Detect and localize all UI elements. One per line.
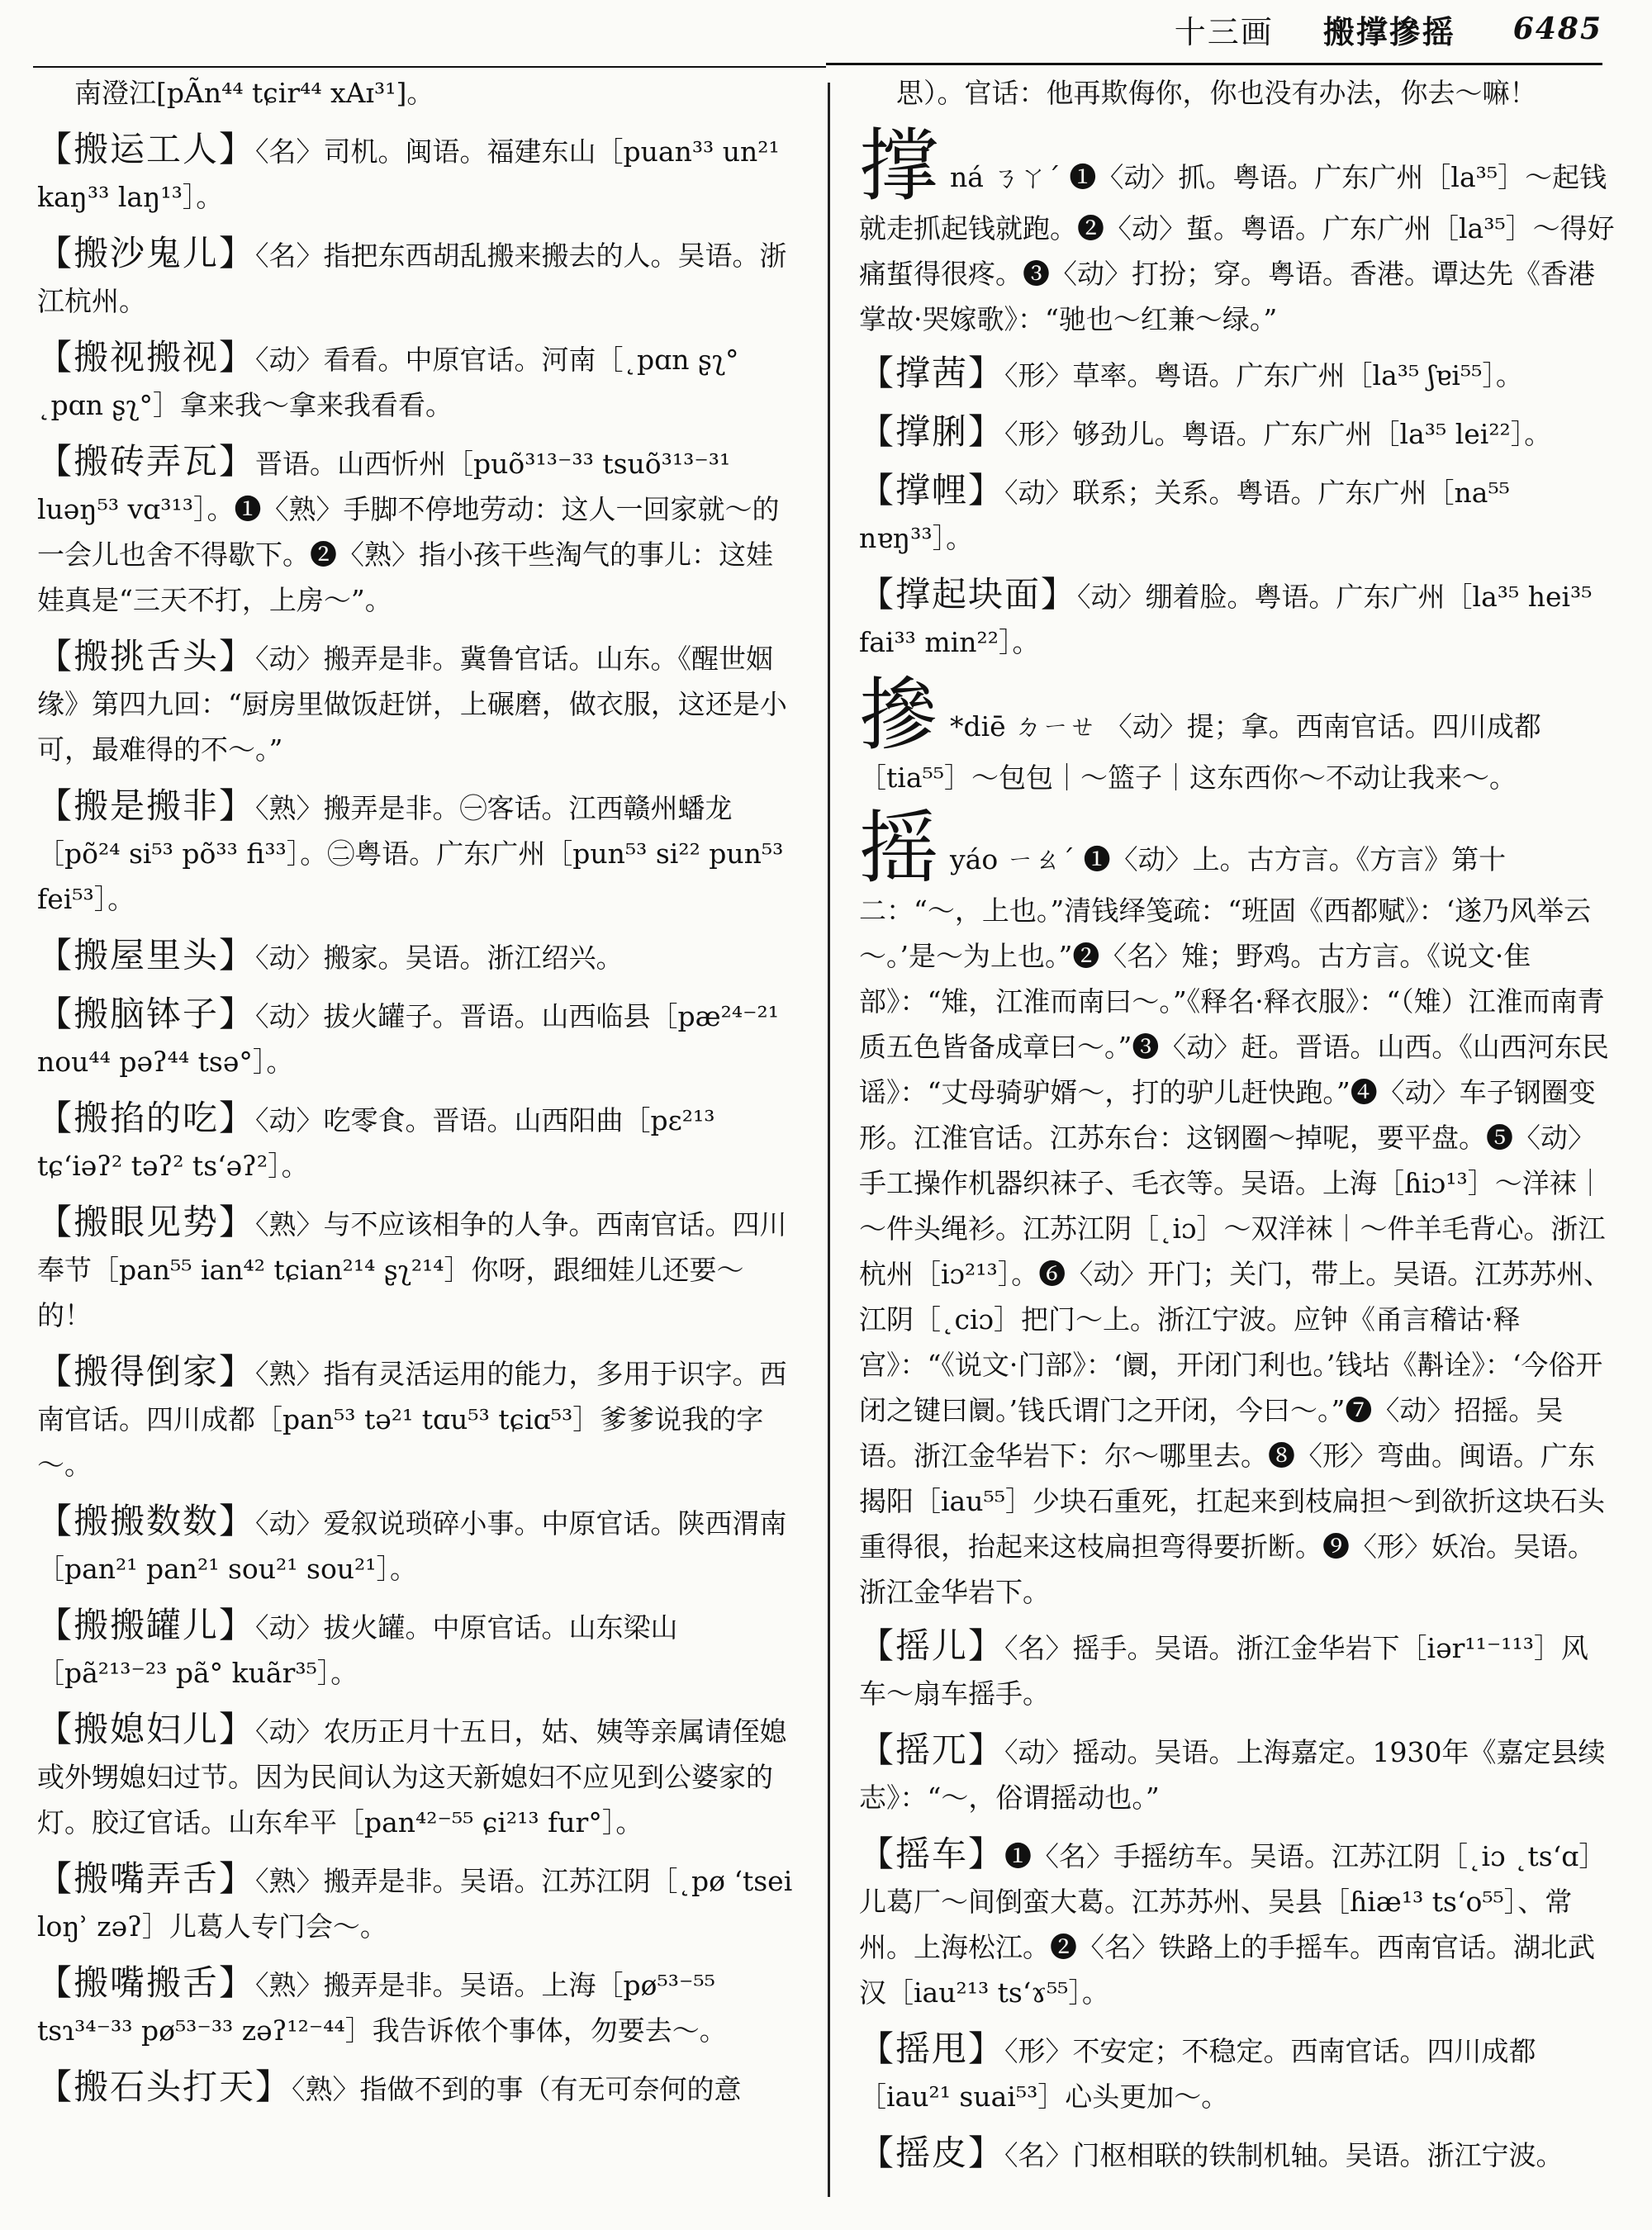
entry-headword: 【搬嘴弄舌】 [37, 1858, 256, 1899]
entry-character: 摇 [859, 802, 938, 894]
entry-definition: 〈熟〉搬弄是非。吴语。江苏江阴［˛pø ʻtsei loŋʾ zəʔ］儿葛人专门会～。 [37, 1865, 793, 1943]
page-header [859, 0, 1602, 58]
dictionary-entry [859, 2130, 1615, 2178]
entry-headword: 【搬屋里头】 [37, 935, 256, 975]
dictionary-entry [37, 2064, 797, 2112]
right-entry-list [859, 350, 1615, 665]
entry-headword: 【搬石头打天】 [37, 2066, 292, 2107]
dictionary-entry [37, 783, 797, 922]
section-label: 十三画 [1174, 13, 1274, 50]
right-column [859, 70, 1615, 2189]
entry-definition: 〈动〉拔火罐子。晋语。山西临县［pæ²⁴⁻²¹ nou⁴⁴ pəʔ⁴⁴ tsə°］。 [37, 1000, 779, 1078]
entry-headword: 【撑𢃇】 [859, 470, 1005, 510]
dictionary-entry [859, 409, 1615, 457]
entry-definition: 〈动〉搬弄是非。冀鲁官话。山东。《醒世姻缘》第四九回：“厨房里做饭赶饼，上碾磨，做衣服，这还是小可，最难得的不～。” [37, 643, 787, 766]
dictionary-entry [37, 1498, 797, 1592]
entry-definition: 〈名〉摇手。吴语。浙江金华岩下［iər¹¹⁻¹¹³］风车～扇车摇手。 [859, 1632, 1588, 1710]
dictionary-entry [37, 1706, 797, 1845]
dictionary-entry [37, 1602, 797, 1696]
entry-headword: 【搬脑钵子】 [37, 994, 256, 1034]
entry-definition: 〈动〉拔火罐。中原官话。山东梁山［pã²¹³⁻²³ pã° kuãr³⁵］。 [37, 1611, 678, 1689]
entry-definition: 〈名〉门枢相联的铁制机轴。吴语。浙江宁波。 [1004, 2139, 1564, 2171]
dictionary-entry [37, 633, 797, 772]
entry-character: 摻 [859, 669, 938, 762]
header-characters: 搬撑摻摇 [1322, 13, 1455, 50]
entry-definition: ná ㄋㄚˊ ❶〈动〉抓。粤语。广东广州［la³⁵］～起钱就走抓起钱就跑。❷〈动〉蜇。粤语。广东广州［la³⁵］～得好痛蜇得很疼。❸〈动〉打扮；穿。粤语。香港。谭达先《香港掌故·哭嫁歌》：“驰也～红兼～绿。” [859, 161, 1615, 335]
big-entry-list [859, 669, 1615, 1615]
entry-headword: 【搬沙鬼儿】 [37, 233, 256, 273]
entry-definition: 〈熟〉搬弄是非。㊀客话。江西赣州蟠龙［põ²⁴ si⁵³ põ³³ fi³³］。㊁粤语。广东广州［pun⁵³ si²² pun⁵³ fei⁵³］。 [37, 792, 784, 915]
entry-definition: 〈名〉司机。闽语。福建东山［puan³³ un²¹ kaŋ³³ laŋ¹³］。 [37, 135, 780, 213]
entry-definition: 晋语。山西忻州［puõ³¹³⁻³³ tsuõ³¹³⁻³¹ luəŋ⁵³ vɑ³¹³］。❶〈熟〉手脚不停地劳动：这人一回家就～的一会儿也舍不得歇下。❷〈熟〉指小孩干些淘气的事儿：这娃娃真是“三天不打，上房～”。 [37, 448, 780, 616]
big-entry-list [859, 120, 1615, 342]
entry-definition: 〈名〉指把东西胡乱搬来搬去的人。吴语。浙江杭州。 [37, 240, 787, 317]
entry-definition: 〈熟〉指有灵活运用的能力，多用于识字。西南官话。四川成都［pan⁵³ tə²¹ tɑu⁵³ tɕiɑ⁵³］爹爹说我的字～。 [37, 1358, 787, 1481]
dictionary-entry [859, 2026, 1615, 2119]
dictionary-entry [859, 1727, 1615, 1820]
entry-headword: 【摇皮】 [859, 2133, 1005, 2173]
entry-headword: 【撑起块面】 [859, 574, 1078, 614]
dictionary-entry [37, 1199, 797, 1338]
entry-definition: 〈形〉草率。粤语。广东广州［la³⁵ ʃɐi⁵⁵］。 [1004, 359, 1523, 391]
entry-definition: 〈熟〉与不应该相争的人争。西南官话。四川奉节［pan⁵⁵ ian⁴² tɕian²¹⁴ ʂʅ²¹⁴］你呀，跟细娃儿还要～的！ [37, 1208, 787, 1331]
entry-definition: 〈形〉够劲儿。粤语。广东广州［la³⁵ lei²²］。 [1004, 418, 1552, 450]
dictionary-entry [859, 1831, 1615, 2015]
entry-headword: 【搬嘴搬舌】 [37, 1962, 256, 2003]
entry-headword: 【撑茜】 [859, 353, 1005, 393]
entry-definition: 〈动〉联系；关系。粤语。广东广州［na⁵⁵ nɐŋ³³］。 [859, 477, 1510, 554]
entry-definition: 〈动〉摇动。吴语。上海嘉定。1930年《嘉定县续志》：“～，俗谓摇动也。” [859, 1736, 1606, 1814]
entry-definition: 〈动〉吃零食。晋语。山西阳曲［pɛ²¹³ tɕʻiəʔ² təʔ² tsʻəʔ²］。 [37, 1104, 715, 1182]
dictionary-entry [37, 1095, 797, 1189]
character-entry [859, 669, 1615, 800]
dictionary-entry [37, 126, 797, 220]
dictionary-entry [859, 572, 1615, 665]
entry-definition: ❶〈名〉手摇纺车。吴语。江苏江阴［˛iɔ ˛tsʻɑ］儿葛厂～间倒蛮大葛。江苏苏州、吴县［ɦiæ¹³ tsʻo⁵⁵］、常州。上海松江。❷〈名〉铁路上的手摇车。西南官话。湖北武汉［iau²¹³ tsʻɤ⁵⁵］。 [859, 1840, 1607, 2009]
entry-headword: 【搬得倒家】 [37, 1351, 256, 1392]
entry-definition: 〈动〉绷着脸。粤语。广东广州［la³⁵ hei³⁵ fai³³ min²²］。 [859, 581, 1593, 658]
dictionary-entry [37, 439, 797, 623]
entry-headword: 【搬运工人】 [37, 129, 256, 169]
dictionary-entry [37, 932, 797, 980]
character-entry [859, 802, 1615, 1615]
dictionary-entry [37, 1349, 797, 1487]
entry-headword: 【搬掐的吃】 [37, 1098, 256, 1138]
left-column [37, 70, 797, 2123]
character-entry [859, 120, 1615, 342]
entry-headword: 【搬视搬视】 [37, 337, 256, 377]
right-entry-list [859, 1623, 1615, 2178]
entry-definition: 〈熟〉搬弄是非。吴语。上海［pø⁵³⁻⁵⁵ tsɿ³⁴⁻³³ pø⁵³⁻³³ zəʔ¹²⁻⁴⁴］我告诉侬个事体，勿要去～。 [37, 1969, 727, 2047]
entry-headword: 【搬眼见势】 [37, 1202, 256, 1242]
dictionary-entry [859, 350, 1615, 398]
entry-headword: 【摇兀】 [859, 1729, 1005, 1770]
dictionary-entry [37, 1856, 797, 1949]
entry-headword: 【摇儿】 [859, 1625, 1005, 1666]
entry-definition: 〈动〉搬家。吴语。浙江绍兴。 [255, 942, 624, 974]
dictionary-entry [859, 1623, 1615, 1716]
continuation-text: 思）。官话：他再欺侮你，你也没有办法，你去～嘛！ [896, 77, 1537, 109]
entry-definition: 〈动〉农历正月十五日，姑、姨等亲属请侄媳或外甥媳妇过节。因为民间认为这天新媳妇不应见到公婆家的灯。胶辽官话。山东牟平［pan⁴²⁻⁵⁵ ɕi²¹³ fur°］。 [37, 1715, 787, 1839]
page-number: 6485 [1512, 12, 1602, 46]
entry-definition: 〈熟〉指做不到的事（有无可奈何的意 [292, 2073, 742, 2105]
dictionary-entry [37, 991, 797, 1084]
entry-headword: 【搬媳妇儿】 [37, 1709, 256, 1749]
dictionary-entry [37, 1960, 797, 2053]
entry-definition: 〈形〉不安定；不稳定。西南官话。四川成都［iau²¹ suai⁵³］心头更加～。 [859, 2035, 1536, 2113]
dictionary-entry [37, 334, 797, 428]
entry-headword: 【搬挑舌头】 [37, 636, 256, 676]
entry-headword: 【搬砖弄瓦】 [37, 441, 256, 482]
entry-headword: 【搬搬罐儿】 [37, 1605, 256, 1645]
column-divider [828, 83, 830, 2197]
dictionary-entry [37, 230, 797, 324]
entry-headword: 【摇车】 [859, 1834, 1005, 1874]
entry-headword: 【撑脷】 [859, 411, 1005, 452]
entry-character: 撑 [859, 120, 938, 212]
entry-definition: yáo ㄧㄠˊ ❶〈动〉上。古方言。《方言》第十二：“～，上也。”清钱绎笺疏：“班固《西都赋》：‘遂乃风举云～。’是～为上也。”❷〈名〉雉；野鸡。古方言。《说文·隹部》：“雉，江淮而南曰～。”《释名·释衣服》：“（雉）江淮而南青质五色皆备成章曰～。”❸〈动〉赶。晋语。山西。《山西河东民谣》：“丈母骑驴婿～，打的驴儿赶快跑。”❹〈动〉车子钢圈变形。江淮官话。江苏东台：这钢圈～掉呢，要平盘。❺〈动〉手工操作机器织袜子、毛衣等。吴语。上海［ɦiɔ¹³］～洋袜｜～件头绳衫。江苏江阴［˛iɔ］～双洋袜｜～件羊毛背心。浙江杭州［iɔ²¹³］。❻〈动〉开门；关门，带上。吴语。江苏苏州、江阴［˛ciɔ］把门～上。浙江宁波。应钟《甬言稽诂·释宫》：“《说文·门部》：‘阛，开闭门利也。’钱坫《斠诠》：‘今俗开闭之键曰阛。’钱氏谓门之开闭，今曰～。”❼〈动〉招摇。吴语。浙江金华岩下：尔～哪里去。❽〈形〉弯曲。闽语。广东揭阳［iau⁵⁵］少块石重死，扛起来到枝扁担～到欲折这块石头重得很，抬起来这枝扁担弯得要折断。❾〈形〉妖冶。吴语。浙江金华岩下。 [859, 843, 1612, 1608]
entry-definition: 〈动〉爱叙说琐碎小事。中原官话。陕西渭南［pan²¹ pan²¹ sou²¹ sou²¹］。 [37, 1507, 787, 1585]
header-rule [826, 63, 1602, 65]
left-entry-list [37, 126, 797, 2112]
entry-definition: *diē ㄉㄧㄝ 〈动〉提；拿。西南官话。四川成都［tia⁵⁵］～包包｜～篮子｜这东西你～不动让我来～。 [859, 710, 1541, 794]
entry-definition: 〈动〉看看。中原官话。河南［˛pɑn ʂʅ° ˛pɑn ʂʅ°］拿来我～拿来我看看。 [37, 344, 739, 421]
left-top-rule [33, 66, 826, 68]
entry-headword: 【搬是搬非】 [37, 785, 256, 826]
entry-headword: 【摇甩】 [859, 2028, 1005, 2069]
dictionary-entry [859, 467, 1615, 561]
entry-headword: 【搬搬数数】 [37, 1501, 256, 1541]
continuation-text: 南澄江[pÃn⁴⁴ tɕir⁴⁴ xAɪ³¹]。 [74, 77, 434, 109]
